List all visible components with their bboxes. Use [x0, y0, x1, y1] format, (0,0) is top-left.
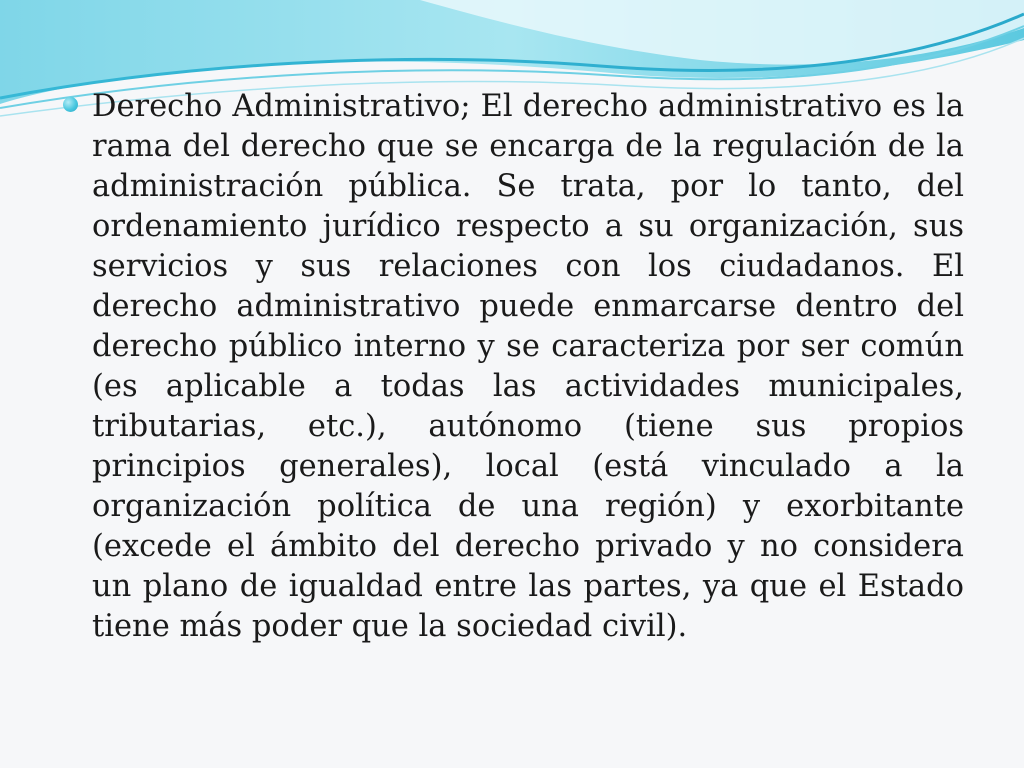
slide-paragraph: Derecho Administrativo; El derecho administrativo es la rama del derecho que se encarga de la regulación de la administración pública. Se trata, por lo tanto, del ordenamiento jurídico respecto a su organización, sus servicios y sus relaciones con los ciudadanos. El derecho administrativo puede enmarcarse dentro del derecho público interno y se caracteriza por ser común (es aplicable a todas las actividades municipales, tributarias, etc.), autónomo (tiene sus propios principios generales), local (está vinculado a la organización política de una región) y exorbitante (excede el ámbito del derecho privado y no considera un plano de igualdad entre las partes, ya que el Estado tiene más poder que la sociedad civil).	[92, 89, 964, 644]
circle-bullet-icon	[63, 97, 78, 112]
